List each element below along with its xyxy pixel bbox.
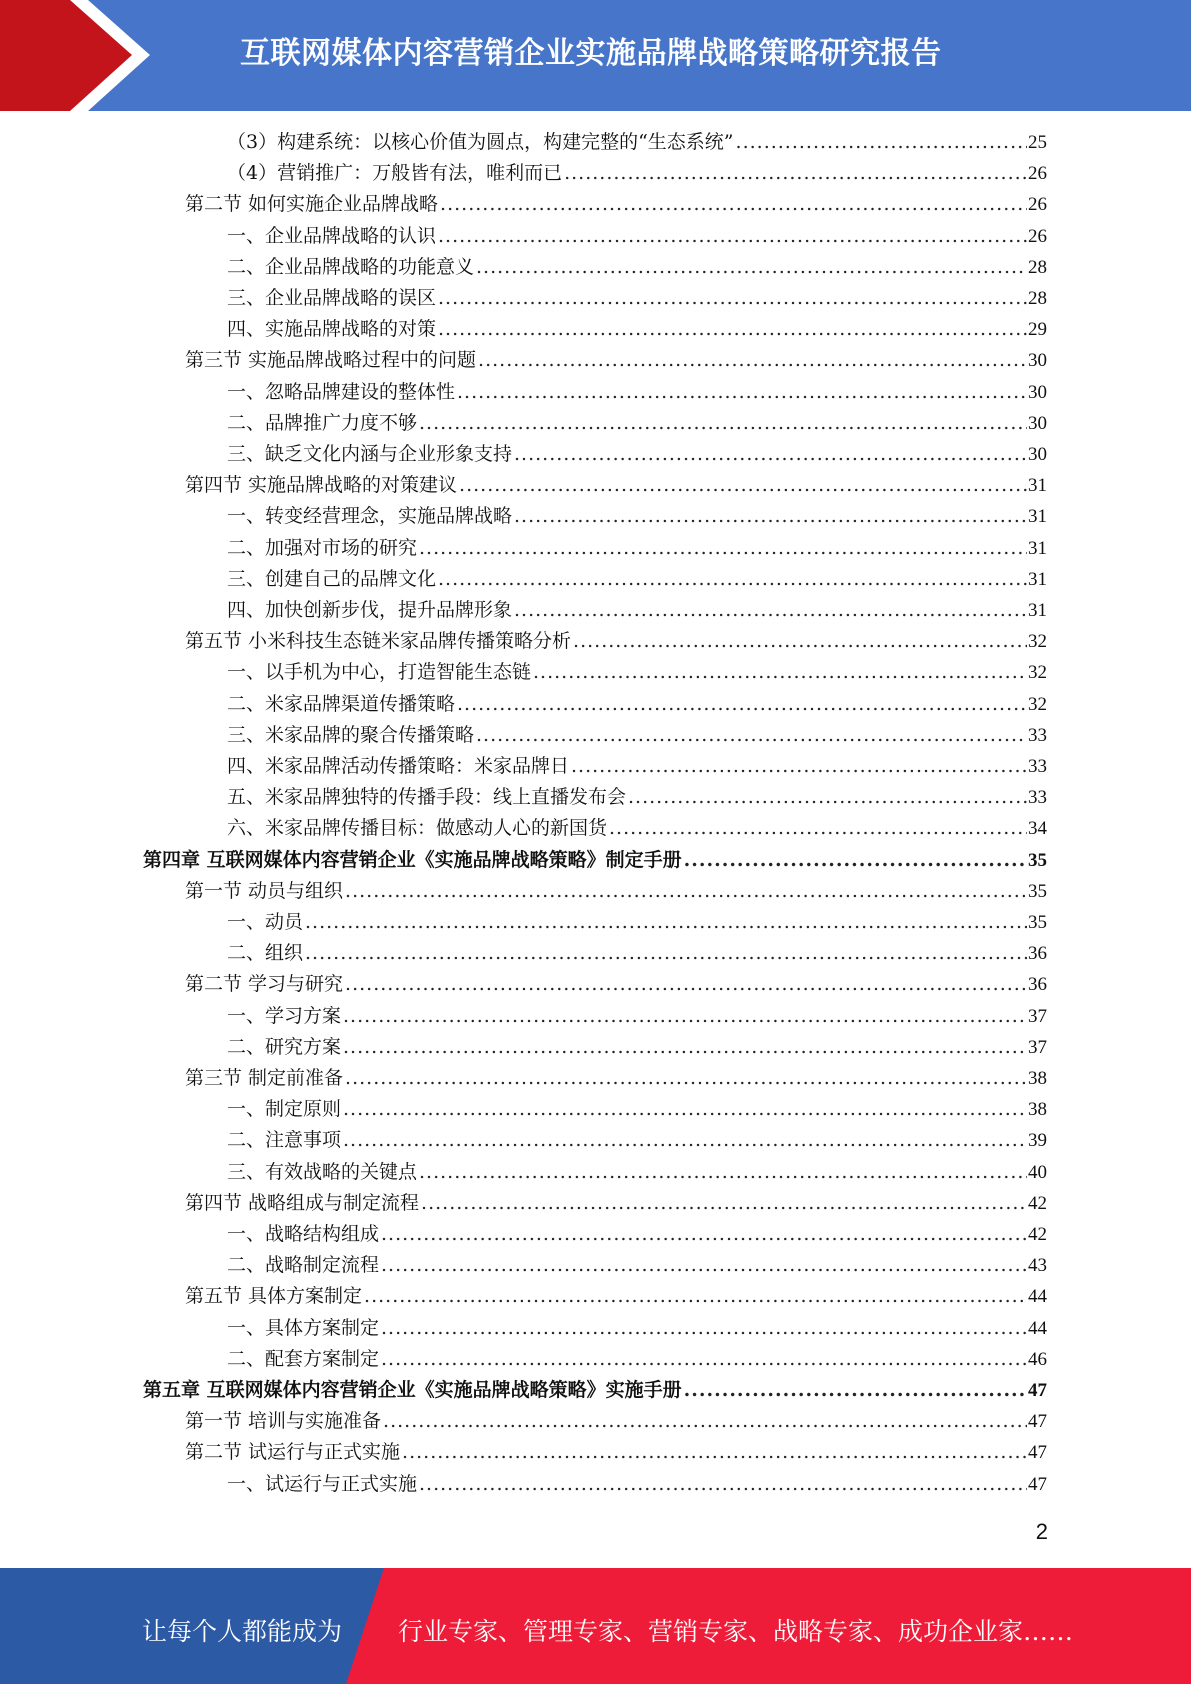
- toc-entry-label: 第四节 战略组成与制定流程: [185, 1191, 420, 1214]
- toc-entry-page: 38: [1028, 1068, 1047, 1089]
- toc-dot-leader: [438, 314, 1027, 344]
- toc-entry-label: 二、加强对市场的研究: [227, 536, 418, 559]
- toc-entry-label: 第一节 动员与组织: [185, 879, 344, 902]
- toc-entry-label: 二、品牌推广力度不够: [227, 411, 418, 434]
- toc-subsection-entry[interactable]: [227, 408, 1047, 438]
- toc-entry-label: 一、以手机为中心，打造智能生态链: [227, 661, 532, 684]
- toc-subsection-entry[interactable]: [227, 1094, 1047, 1124]
- footer-slogan-left: 让每个人都能成为: [142, 1617, 343, 1646]
- toc-dot-leader: [383, 1406, 1027, 1436]
- toc-dot-leader: [305, 938, 1027, 968]
- toc-dot-leader: [457, 689, 1027, 719]
- toc-dot-leader: [459, 470, 1027, 500]
- toc-subsection-entry[interactable]: [227, 657, 1047, 687]
- toc-entry-label: 三、企业品牌战略的误区: [227, 287, 437, 309]
- toc-entry-label: （3）构建系统：以核心价值为圆点，构建完整的“生态系统”: [227, 131, 734, 153]
- toc-dot-leader: [736, 127, 1027, 157]
- toc-subsection-entry[interactable]: [227, 1157, 1047, 1187]
- toc-entry-page: 47: [1028, 1411, 1047, 1433]
- toc-subsection-entry[interactable]: [227, 127, 1047, 157]
- toc-entry-page: 32: [1028, 662, 1047, 684]
- toc-entry-label: 五、米家品牌独特的传播手段：线上直播发布会: [227, 786, 627, 809]
- toc-dot-leader: [573, 626, 1027, 656]
- toc-entry-page: 26: [1028, 163, 1047, 185]
- toc-entry-page: 34: [1028, 818, 1047, 840]
- toc-dot-leader: [381, 1313, 1027, 1343]
- toc-entry-page: 44: [1028, 1317, 1047, 1339]
- toc-entry-page: 47: [1028, 1442, 1047, 1464]
- toc-dot-leader: [438, 564, 1027, 594]
- toc-entry-page: 42: [1028, 1224, 1047, 1245]
- toc-entry-label: 第二节 如何实施企业品牌战略: [185, 193, 439, 216]
- toc-entry-label: 第四章 互联网媒体内容营销企业《实施品牌战略策略》制定手册: [143, 848, 682, 871]
- toc-subsection-entry[interactable]: [227, 533, 1047, 563]
- toc-section-entry[interactable]: [185, 345, 1047, 375]
- toc-subsection-entry[interactable]: [227, 782, 1047, 812]
- toc-dot-leader: [684, 1375, 1027, 1405]
- toc-subsection-entry[interactable]: [227, 564, 1047, 594]
- toc-dot-leader: [381, 1344, 1027, 1374]
- toc-dot-leader: [514, 501, 1027, 531]
- toc-subsection-entry[interactable]: [227, 751, 1047, 781]
- toc-entry-label: （4）营销推广：万般皆有法，唯利而已: [227, 162, 563, 185]
- toc-subsection-entry[interactable]: [227, 221, 1047, 251]
- toc-section-entry[interactable]: [185, 626, 1047, 656]
- toc-entry-page: 39: [1028, 1130, 1047, 1152]
- page-footer: [0, 1568, 1191, 1684]
- toc-entry-label: 三、缺乏文化内涵与企业形象支持: [227, 443, 513, 465]
- toc-entry-label: 第三节 制定前准备: [185, 1067, 344, 1089]
- toc-entry-page: 37: [1028, 1036, 1047, 1058]
- toc-dot-leader: [438, 283, 1027, 313]
- toc-dot-leader: [381, 1219, 1027, 1249]
- toc-dot-leader: [478, 345, 1027, 375]
- toc-entry-page: 30: [1028, 412, 1047, 434]
- toc-entry-label: 二、注意事项: [227, 1129, 342, 1152]
- toc-section-entry[interactable]: [185, 189, 1047, 219]
- toc-entry-page: 40: [1028, 1161, 1047, 1183]
- toc-entry-label: 一、学习方案: [227, 1004, 342, 1027]
- footer-slogan-right: 行业专家、管理专家、营销专家、战略专家、成功企业家……: [398, 1617, 1074, 1646]
- toc-dot-leader: [533, 657, 1027, 687]
- toc-entry-page: 30: [1028, 350, 1047, 372]
- toc-subsection-entry[interactable]: [227, 439, 1047, 469]
- toc-entry-label: 第四节 实施品牌战略的对策建议: [185, 474, 458, 497]
- toc-entry-label: 二、组织: [227, 942, 304, 965]
- toc-subsection-entry[interactable]: [227, 501, 1047, 531]
- toc-dot-leader: [609, 813, 1027, 843]
- toc-entry-label: 一、企业品牌战略的认识: [227, 224, 437, 247]
- toc-subsection-entry[interactable]: [227, 1001, 1047, 1031]
- toc-entry-page: 31: [1028, 506, 1047, 528]
- toc-chapter-entry[interactable]: [143, 845, 1047, 875]
- toc-entry-label: 第一节 培训与实施准备: [185, 1410, 382, 1433]
- toc-entry-label: 四、加快创新步伐，提升品牌形象: [227, 599, 513, 621]
- toc-entry-label: 一、试运行与正式实施: [227, 1472, 418, 1495]
- toc-entry-page: 26: [1028, 194, 1047, 216]
- toc-dot-leader: [343, 1001, 1027, 1031]
- toc-subsection-entry[interactable]: [227, 689, 1047, 719]
- toc-entry-page: 35: [1028, 880, 1047, 902]
- toc-entry-label: 第二节 试运行与正式实施: [185, 1441, 401, 1464]
- header-arrow-decoration: [0, 0, 160, 111]
- toc-entry-label: 第三节 实施品牌战略过程中的问题: [185, 349, 477, 372]
- toc-entry-label: 第二节 学习与研究: [185, 973, 344, 996]
- toc-entry-label: 第五节 小米科技生态链米家品牌传播策略分析: [185, 630, 572, 653]
- toc-entry-page: 31: [1028, 600, 1047, 621]
- toc-entry-page: 28: [1028, 288, 1047, 309]
- toc-dot-leader: [343, 1125, 1027, 1155]
- toc-dot-leader: [345, 969, 1027, 999]
- toc-entry-page: 46: [1028, 1348, 1047, 1370]
- toc-entry-label: 第五章 互联网媒体内容营销企业《实施品牌战略策略》实施手册: [143, 1379, 682, 1401]
- toc-subsection-entry[interactable]: [227, 720, 1047, 750]
- toc-dot-leader: [684, 845, 1027, 875]
- toc-section-entry[interactable]: [185, 470, 1047, 500]
- toc-dot-leader: [564, 158, 1027, 188]
- document-title: 互联网媒体内容营销企业实施品牌战略策略研究报告: [240, 36, 942, 71]
- toc-dot-leader: [402, 1437, 1027, 1467]
- toc-entry-label: 四、米家品牌活动传播策略：米家品牌日: [227, 755, 570, 777]
- toc-dot-leader: [419, 408, 1027, 438]
- toc-entry-label: 三、创建自己的品牌文化: [227, 567, 437, 590]
- toc-entry-label: 四、实施品牌战略的对策: [227, 318, 437, 341]
- toc-dot-leader: [419, 533, 1027, 563]
- toc-section-entry[interactable]: [185, 1281, 1047, 1311]
- toc-subsection-entry[interactable]: [227, 1313, 1047, 1343]
- toc-dot-leader: [514, 439, 1027, 469]
- toc-dot-leader: [476, 252, 1027, 282]
- toc-subsection-entry[interactable]: [227, 377, 1047, 407]
- toc-subsection-entry[interactable]: [227, 938, 1047, 968]
- toc-entry-page: 33: [1028, 756, 1047, 777]
- toc-entry-page: 31: [1028, 475, 1047, 497]
- toc-entry-page: 31: [1028, 537, 1047, 559]
- toc-entry-label: 二、战略制定流程: [227, 1254, 380, 1277]
- toc-subsection-entry[interactable]: [227, 1250, 1047, 1280]
- toc-dot-leader: [305, 907, 1027, 937]
- toc-subsection-entry[interactable]: [227, 813, 1047, 843]
- toc-subsection-entry[interactable]: [227, 1125, 1047, 1155]
- toc-dot-leader: [345, 1063, 1027, 1093]
- toc-dot-leader: [440, 189, 1027, 219]
- toc-subsection-entry[interactable]: [227, 907, 1047, 937]
- toc-entry-page: 33: [1028, 787, 1047, 809]
- toc-subsection-entry[interactable]: [227, 252, 1047, 282]
- toc-subsection-entry[interactable]: [227, 314, 1047, 344]
- toc-dot-leader: [345, 876, 1027, 906]
- toc-section-entry[interactable]: [185, 876, 1047, 906]
- toc-dot-leader: [343, 1032, 1027, 1062]
- toc-subsection-entry[interactable]: [227, 1469, 1047, 1499]
- toc-entry-page: 31: [1028, 568, 1047, 590]
- toc-entry-page: 47: [1028, 1380, 1047, 1401]
- toc-entry-label: 一、动员: [227, 911, 304, 933]
- toc-entry-page: 42: [1028, 1192, 1047, 1214]
- toc-entry-label: 二、米家品牌渠道传播策略: [227, 692, 456, 715]
- toc-entry-label: 三、米家品牌的聚合传播策略: [227, 723, 475, 746]
- toc-entry-page: 28: [1028, 256, 1047, 278]
- toc-dot-leader: [628, 782, 1027, 812]
- toc-dot-leader: [438, 221, 1027, 251]
- toc-dot-leader: [343, 1094, 1027, 1124]
- toc-entry-page: 35: [1028, 849, 1047, 871]
- toc-subsection-entry[interactable]: [227, 595, 1047, 625]
- toc-entry-page: 43: [1028, 1255, 1047, 1277]
- toc-dot-leader: [381, 1250, 1027, 1280]
- toc-entry-page: 33: [1028, 724, 1047, 746]
- toc-subsection-entry[interactable]: [227, 283, 1047, 313]
- toc-entry-label: 二、配套方案制定: [227, 1347, 380, 1370]
- toc-entry-page: 25: [1028, 132, 1047, 153]
- toc-dot-leader: [514, 595, 1027, 625]
- toc-entry-label: 一、战略结构组成: [227, 1223, 380, 1245]
- toc-entry-page: 37: [1028, 1005, 1047, 1027]
- toc-dot-leader: [571, 751, 1027, 781]
- toc-entry-page: 44: [1028, 1286, 1047, 1308]
- toc-dot-leader: [364, 1281, 1027, 1311]
- toc-entry-label: 六、米家品牌传播目标：做感动人心的新国货: [227, 817, 608, 840]
- toc-entry-page: 30: [1028, 444, 1047, 465]
- toc-dot-leader: [419, 1469, 1027, 1499]
- toc-entry-label: 二、企业品牌战略的功能意义: [227, 255, 475, 278]
- toc-dot-leader: [457, 377, 1027, 407]
- toc-entry-label: 一、具体方案制定: [227, 1316, 380, 1339]
- toc-entry-label: 二、研究方案: [227, 1035, 342, 1058]
- toc-entry-page: 26: [1028, 225, 1047, 247]
- toc-dot-leader: [419, 1157, 1027, 1187]
- toc-dot-leader: [421, 1188, 1027, 1218]
- toc-section-entry[interactable]: [185, 969, 1047, 999]
- toc-subsection-entry[interactable]: [227, 158, 1047, 188]
- toc-entry-page: 38: [1028, 1099, 1047, 1121]
- toc-section-entry[interactable]: [185, 1437, 1047, 1467]
- toc-entry-page: 29: [1028, 319, 1047, 341]
- toc-entry-page: 36: [1028, 943, 1047, 965]
- toc-entry-label: 一、转变经营理念，实施品牌战略: [227, 505, 513, 528]
- page-header: [0, 0, 1191, 111]
- toc-section-entry[interactable]: [185, 1406, 1047, 1436]
- toc-dot-leader: [476, 720, 1027, 750]
- toc-entry-page: 35: [1028, 912, 1047, 933]
- toc-entry-label: 一、制定原则: [227, 1098, 342, 1121]
- toc-entry-label: 一、忽略品牌建设的整体性: [227, 380, 456, 403]
- toc-entry-page: 32: [1028, 693, 1047, 715]
- toc-entry-page: 32: [1028, 631, 1047, 653]
- toc-entry-label: 第五节 具体方案制定: [185, 1285, 363, 1308]
- toc-entry-page: 30: [1028, 381, 1047, 403]
- toc-section-entry[interactable]: [185, 1063, 1047, 1093]
- toc-entry-label: 三、有效战略的关键点: [227, 1160, 418, 1183]
- toc-entry-page: 47: [1028, 1473, 1047, 1495]
- page-number: 2: [1035, 1519, 1048, 1544]
- toc-section-entry[interactable]: [185, 1188, 1047, 1218]
- toc-subsection-entry[interactable]: [227, 1032, 1047, 1062]
- toc-chapter-entry[interactable]: [143, 1375, 1047, 1405]
- toc-subsection-entry[interactable]: [227, 1219, 1047, 1249]
- toc-subsection-entry[interactable]: [227, 1344, 1047, 1374]
- toc-entry-page: 36: [1028, 974, 1047, 996]
